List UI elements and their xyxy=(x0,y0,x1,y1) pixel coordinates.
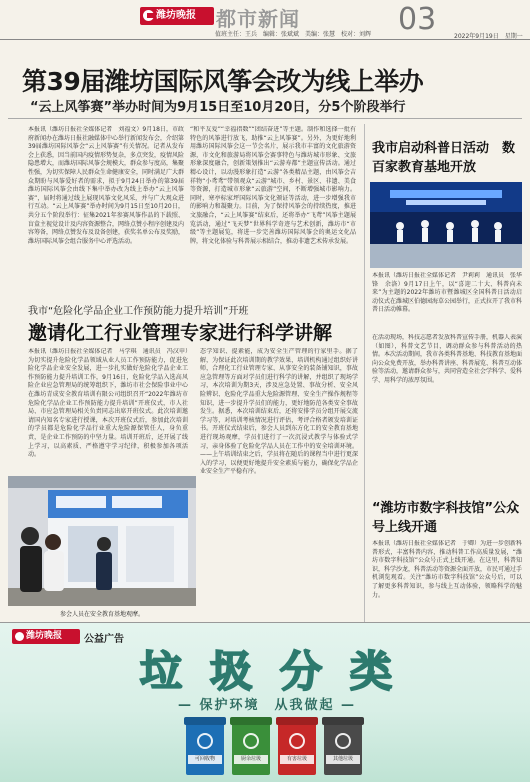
column-rule xyxy=(364,124,365,624)
section-title: 都市新闻 xyxy=(216,7,300,31)
kitchen-waste-bin-icon xyxy=(232,717,270,775)
ad-title: 垃圾分类 xyxy=(140,647,421,696)
bin-label: 可回收物 xyxy=(188,755,222,764)
bin-label: 其他垃圾 xyxy=(326,755,360,764)
other-waste-bin-icon xyxy=(324,717,362,775)
article3-byline: 本报讯（潍坊日报社全媒体记者 尹莉莉 通讯员 张华锋 余洛）9月17日上午，以“喜迎二十大、科普向未来”为主题的2022年潍坊市暨潍城区全国科普日活动启动仪式在潍城区伯德园海草公园举行，正式拉开了我市科普日活动帷幕。 xyxy=(372,272,522,314)
bin-lid xyxy=(184,717,226,725)
main-headline: 第39届潍坊国际风筝会改为线上举办 xyxy=(22,67,424,96)
bin-lid xyxy=(322,717,364,725)
article3-headline: 我市启动科普日活动 数百家教育基地开放 xyxy=(372,141,516,175)
article4-body: 本报讯（潍坊日报社全媒体记者 于卿）为进一步创新科普形式，丰富科普内容，推动科普工作高质量发展，“潍坊市数字科技馆”公众号正式上线开通。在这里，科普知识，科学沙龙，科普活动等资源全面开放，市民可通过手机浏览观看。关注“潍坊市数字科技馆”公众号后，可以了解更多科普知识，参与线上互动体验，领略科学的魅力。 xyxy=(372,540,522,599)
bin-label: 有害垃圾 xyxy=(280,755,314,764)
bin-lid xyxy=(230,717,272,725)
article2-column-2: 态学知识、提素能，成为安全生产管理的行家里手。据了解，为保证此次培训期的教学效果，培训机构通过组织好讲师，合理化工行业管理专家、从事安全的装备铺知识，事故应急管理等方面对学员们进行科学的讲解，并组织了现场学习，本次培训为期3天，涉及应急处置、事故分析、安全风险辨识、危险化学品重大危险源管理、安全生产操作规程等知识，进一步提升学员们的能力，更好地防范各类安全事故发生。据悉，本次培训结束后，还将安排学员分组开展交流学习等，对培训考核情况进行评估，考评合格者颁发培训证书。开班仪式结束后，参会人员到东方化工的安全教育基地进行现场观摩，学员们进行了一次沉浸式教学与体验式学习，亲身体验了危险化学品人员在工作中的安全培训环境。——上午培训结束之后，学员将在随后的课程当中进行更深入的学习，以便更好地提升安全素质与能力，确保化学品企业安全生产平稳有序。 xyxy=(200,348,358,476)
recycle-symbol-icon xyxy=(197,733,213,749)
recyclable-bin-icon xyxy=(186,717,224,775)
hazardous-waste-bin-icon xyxy=(278,717,316,775)
ad-slogan: — 保护环境 从我做起 — xyxy=(178,698,357,713)
ad-newspaper-logo: 潍坊晚报 xyxy=(12,629,80,644)
bin-label: 厨余垃圾 xyxy=(234,755,268,764)
training-photo xyxy=(8,476,196,606)
training-scene xyxy=(8,476,196,606)
public-service-ad xyxy=(0,622,530,782)
staff-line: 值班主任：王兵 编辑：张斌斌 美编：张慧 校对：刘辉 xyxy=(215,31,372,38)
headline-divider xyxy=(8,118,522,119)
trash-symbol-icon xyxy=(335,733,351,749)
article2-headline: 邀请化工行业管理专家进行科学讲解 xyxy=(28,322,333,344)
page-number: 03 xyxy=(398,2,437,37)
article1-column-1: 本报讯（潍坊日报社全媒体记者 刘福文）9月18日，市政府新闻办在潍坊日报社融媒体中心举行新闻发布会，介绍第39届潍坊国际风筝会“云上风筝赛”有关情况。记者从发布会上获悉，因当前国内疫情形势复杂，多点突发，疫情风险隐患增大，而潍坊国际风筝会规模大，群众参与度高，集聚性强，为切实保障人民群众生命健康安全，同时满足广大群众期盼与风筝爱好者的需求，拟于9月24日举办的第39届潍坊国际风筝会由线下集中举办改为线上举办“云上风筝赛”，届时将通过线上展现风筝文化风采，并与广大观众进行互动。“云上风筝赛”举办时间为9月15日至10月20日，共分五个阶段举行：征集2021年参赛风筝作品的下载照、盲盒主视觉设计及内容资源整合，网络点赞小程序创建及内容筹备，网络点赞发布及设备创建，获奖名单公布及奖励，潍坊国际风筝会组合服务中心评选活动。 xyxy=(28,126,184,245)
article2-photo-caption: 参会人员在安全教育基地观摩。 xyxy=(60,611,145,618)
hazard-symbol-icon xyxy=(289,733,305,749)
bin-lid xyxy=(276,717,318,725)
newspaper-logo: 潍坊晚报 xyxy=(140,7,214,25)
publication-date: 2022年9月19日 星期一 xyxy=(454,33,523,40)
science-day-photo xyxy=(370,182,522,268)
article2-kicker: 我市“危险化学品企业工作预防能力提升培训”开班 xyxy=(28,306,249,317)
article1-column-2: “和平友爱”“幸福指数”“团结奋进”等主题。制作和选择一批有特色的风筝进行放飞，助推“云上风筝赛”。另外，为更好地利用潍坊国际风筝会这一节会名片，展示我市丰富的文化旅游资源，市文化和旅游局将风筝会赛事特色与潍坊城市形象、文旅形象深度融合，创新策划推出“云游寿都”主题宣传活动。通过精心设计，以动漫形象打造“云游”各类精品主题，由风筝会吉祥物“小鸢鸢”带领观众“云游”城市、乡村、景区、非遗、美食等资源，打造城市形象“云旅游”空间，不断增强城市影响力。同时，寒亭标家坪国际风筝文化颁证等活动，进一步增强我市的影响力和凝聚力。目前，为了保持风筝会的持续热度，推进文旅融合，“云上风筝赛”结束后，还将举办“飞鸢”风筝主题展览活动，通过“飞天梦”世界科学奇迹与艺术创新，潍坊市“市级”等主题展览，将进一步完善潍坊国际风筝会的奥运文化品牌，将文化体验与科普展示相结合，推动非遗艺术传承发展。 xyxy=(190,126,356,245)
ad-label: 公益广告 xyxy=(84,634,124,645)
science-day-scene xyxy=(370,182,522,268)
main-subhead: “云上风筝赛”举办时间为9月15日至10月20日，分5个阶段举行 xyxy=(30,100,406,115)
leaf-symbol-icon xyxy=(243,733,259,749)
masthead xyxy=(0,0,530,40)
article3-body: 在活动现场，科技志愿者发放科普宣传手册，机器人表演（如图），科普文艺节目，调动群众参与科普活动的热情。本次活动期间，我市各类科普基地、科技教育基地面向公众免费开放，举办科普讲座、科普展览、科普互动体验等活动，邀请群众参与，共同营造全社会学科学、爱科学、用科学的浓厚氛围。 xyxy=(372,334,522,384)
article2-column-1: 本报讯（潍坊日报社全媒体记者 马学琪 通讯员 冯汉申）为切实提升危险化学品领域从业人员工作预防能力，促进危险化学品企业安全发展，进一步扎实做好危险化学品企业工作预防能力提升培训工作，9月16日，危险化学品入选高风险企业应急管理局的统筹组织下，潍坊市社会保险事业中心在潍坊青成安全教育培训有限公司组织召开“2022年潍坊市危险化学品企业工作预防能力提升培训”开班仪式，市人社局、市应急管理局相关负责同志出席开班仪式。此次培训邀请国内知名专家进行授课，本次开班仪式后，参加此次培训的学员都是危险化学品行业重大危险源保管任人，身负重责，是企业工作预防的中坚力量。培训开班后，还开展了线上学习，以高素质、严格遵守学习纪律，积极参加各项活动。 xyxy=(28,348,188,459)
article4-headline: “潍坊市数字科技馆”公众号上线开通 xyxy=(372,501,520,535)
